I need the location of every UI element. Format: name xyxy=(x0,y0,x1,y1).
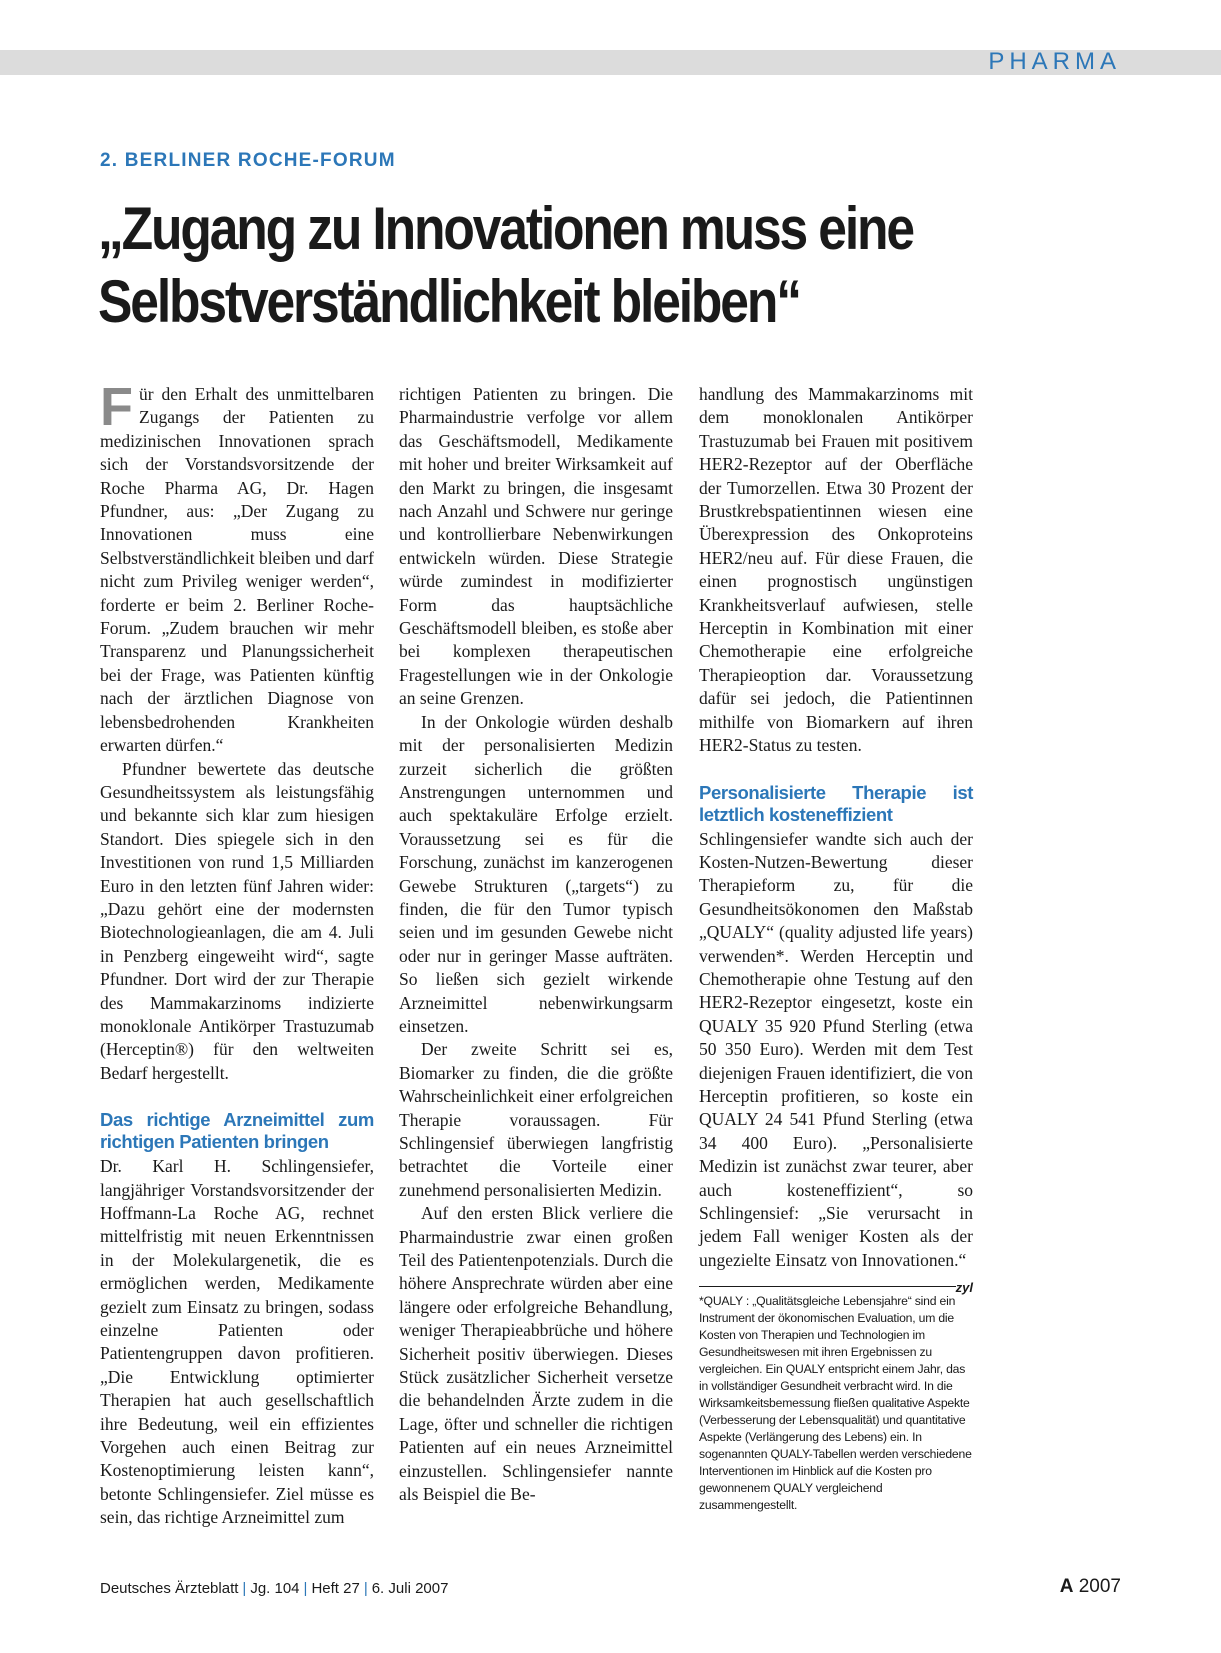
article-kicker: 2. BERLINER ROCHE-FORUM xyxy=(100,150,396,171)
subheading-1: Das richtige Arzneimittel zum richtigen Patienten bringen xyxy=(100,1109,374,1153)
body-paragraph: Dr. Karl H. Schlingensiefer, langjähriger Vorstandsvorsitzender der Hoffmann-La Roche AG, rechnet mittelfristig mit neuen Erkenntnissen in der Molekulargenetik, die es ermöglichen werden, Medikamente gezielt zum Einsatz zu bringen, sodass einzelne Patienten oder Patientengruppen davon profitieren. „Die Entwicklung optimierter Therapien hat auch gesellschaftlich ihre Bedeutung, weil ein effizientes Vorgehen auch einen Beitrag zur Kostenoptimierung leisten kann“, betonte Schlingensiefer. Ziel müsse es sein, das richtige Arzneimittel zum xyxy=(100,1156,374,1528)
column-1 xyxy=(100,377,374,1530)
page-number xyxy=(1060,1576,1121,1598)
footnote-divider xyxy=(699,1286,956,1287)
headline-line-2: Selbstverständlichkeit bleiben“ xyxy=(98,268,800,335)
author-signature: zyl xyxy=(955,1280,973,1296)
article-headline xyxy=(98,192,958,338)
page-prefix: A xyxy=(1059,1576,1074,1597)
section-label: PHARMA xyxy=(988,48,1121,75)
body-paragraph: Pfundner bewertete das deutsche Gesundheitssystem als leistungsfähig und bekannte sich klar zum hiesigen Standort. Dies spiegele sich in den Investitionen von rund 1,5 Milliarden Euro in den letzten fünf Jahren wider: „Dazu gehört eine der modernsten Biotechnologieanlagen, die am 4. Juli in Penzberg eingeweiht wird“, sagte Pfundner. Dort wird der zur Therapie des Mammakarzinoms indizierte monoklonale Antikörper Trastuzumab (Herceptin®) für den weltweiten Bedarf hergestellt. xyxy=(100,758,374,1083)
issue-date: 6. Juli 2007 xyxy=(371,1580,449,1597)
body-paragraph: handlung des Mammakarzinoms mit dem monoklonalen Antikörper Trastuzumab bei Frauen mit positivem HER2-Rezeptor auf der Oberfläche der Tumorzellen. Etwa 30 Prozent der Brustkrebspatientinnen wiesen eine Überexpression des Onkoproteins HER2/neu auf. Für diese Frauen, die einen prognostisch ungünstigen Krankheitsverlauf aufwiesen, stelle Herceptin in Kombination mit einer Chemotherapie eine erfolgreiche Therapieoption dar. Voraussetzung dafür sei jedoch, die Patientinnen mithilfe von Biomarkern auf ihren HER2-Status zu testen. xyxy=(699,384,973,756)
column-2 xyxy=(399,383,673,1507)
body-paragraph xyxy=(699,828,973,1296)
body-paragraph: Auf den ersten Blick verliere die Pharmaindustrie zwar einen großen Teil des Patientenpotenzials. Durch die höhere Ansprechrate würden aber eine längere oder erfolgreiche Behandlung, weniger Therapieabbrüche und höhere Sicherheit positiv überwiegen. Dieses Stück zusätzlicher Sicherheit versetze die behandelnden Ärzte zudem in die Lage, öfter und schneller die richtigen Patienten auf ein neues Arzneimittel einzustellen. Schlingensiefer nannte als Beispiel die Be- xyxy=(399,1203,673,1505)
dropcap: F xyxy=(100,377,133,437)
separator: | xyxy=(303,1580,308,1597)
separator: | xyxy=(363,1580,368,1597)
journal-name: Deutsches Ärzteblatt xyxy=(100,1580,239,1597)
footer-citation xyxy=(100,1580,448,1597)
subheading-2: Personalisierte Therapie ist letztlich kosteneffizient xyxy=(699,781,973,825)
body-paragraph: In der Onkologie würden deshalb mit der personalisierten Medizin zurzeit sicherlich die größten Anstrengungen unternommen und auch spektakuläre Erfolge erzielt. Voraussetzung sei es für die Forschung, zunächst im kanzerogenen Gewebe Strukturen („targets“) zu finden, die für den Tumor typisch seien und im gesunden Gewebe nicht oder nur in geringer Masse aufträten. So ließen sich gezielt wirkende Arzneimittel nebenwirkungsarm einsetzen. xyxy=(399,711,673,1036)
volume: Jg. 104 xyxy=(250,1580,300,1597)
issue: Heft 27 xyxy=(311,1580,360,1597)
headline-line-1: „Zugang zu Innovationen muss eine xyxy=(98,195,913,262)
intro-paragraph xyxy=(100,377,374,758)
page-number-value: 2007 xyxy=(1078,1576,1121,1597)
body-paragraph: richtigen Patienten zu bringen. Die Pharmaindustrie verfolge vor allem das Geschäftsmodell, Medikamente mit hoher und breiter Wirksamkeit auf den Markt zu bringen, die insgesamt nach Anzahl und Schwere nur geringe und kontrollierbare Nebenwirkungen entwickeln würden. Diese Strategie würde zumindest in modifizierter Form das hauptsächliche Geschäftsmodell bleiben, es stoße aber bei komplexen therapeutischen Fragestellungen wie in der Onkologie an seine Grenzen. xyxy=(399,384,673,709)
column-3 xyxy=(699,383,973,1514)
footnote: *QUALY : „Qualitätsgleiche Lebensjahre“ sind ein Instrument der ökonomischen Evaluation, um die Kosten von Therapien und Technologien im Gesundheitswesen mit ihren Ergebnissen zu vergleichen. Ein QUALY entspricht einem Jahr, das in vollständiger Gesundheit verbracht wird. In die Wirksamkeitsbemessung fließen qualitative Aspekte (Verbesserung der Lebensqualität) und quantitative Aspekte (Verlängerung des Lebens) ein. In sogenannten QUALY-Tabellen werden verschiedene Interventionen im Hinblick auf die Kosten pro gewonnenem QUALY vergleichend zusammengestellt. xyxy=(699,1294,972,1513)
paragraph-text: ür den Erhalt des unmittelbaren Zugangs der Patienten zu medizinischen Innovationen sprach sich der Vorstandsvorsitzende der Roche Pharma AG, Dr. Hagen Pfundner, aus: „Der Zugang zu Innovationen muss eine Selbstverständlichkeit bleiben und darf nicht zum Privileg weniger werden“, forderte er beim 2. Berliner Roche-Forum. „Zudem brauchen wir mehr Transparenz und Planungssicherheit bei der Frage, was Patienten künftig nach der ärztlichen Diagnose von lebensbedrohenden Krankheiten erwarten dürfen.“ xyxy=(100,384,374,756)
separator: | xyxy=(242,1580,247,1597)
body-paragraph: Der zweite Schritt sei es, Biomarker zu finden, die die größte Wahrscheinlichkeit einer erfolgreichen Therapie voraussagen. Für Schlingensief überwiegen langfristig betrachtet die Vorteile einer zunehmend personalisierten Medizin. xyxy=(399,1039,673,1200)
paragraph-text: Schlingensiefer wandte sich auch der Kosten-Nutzen-Bewertung dieser Therapieform zu, für die Gesundheitsökonomen den Maßstab „QUALY“ (quality adjusted life years) verwenden*. Werden Herceptin und Chemotherapie ohne Testung auf den HER2-Rezeptor eingesetzt, koste ein QUALY 35 920 Pfund Sterling (etwa 50 350 Euro). Werden mit dem Test diejenigen Frauen identifiziert, die von Herceptin profitieren, so koste ein QUALY 24 541 Pfund Sterling (etwa 34 400 Euro). „Personalisierte Medizin ist zunächst zwar teurer, aber auch kosteneffizient“, so Schlingensief: „Sie verursacht in jedem Fall weniger Kosten als der ungezielte Einsatz von Innovationen.“ xyxy=(699,828,973,1270)
